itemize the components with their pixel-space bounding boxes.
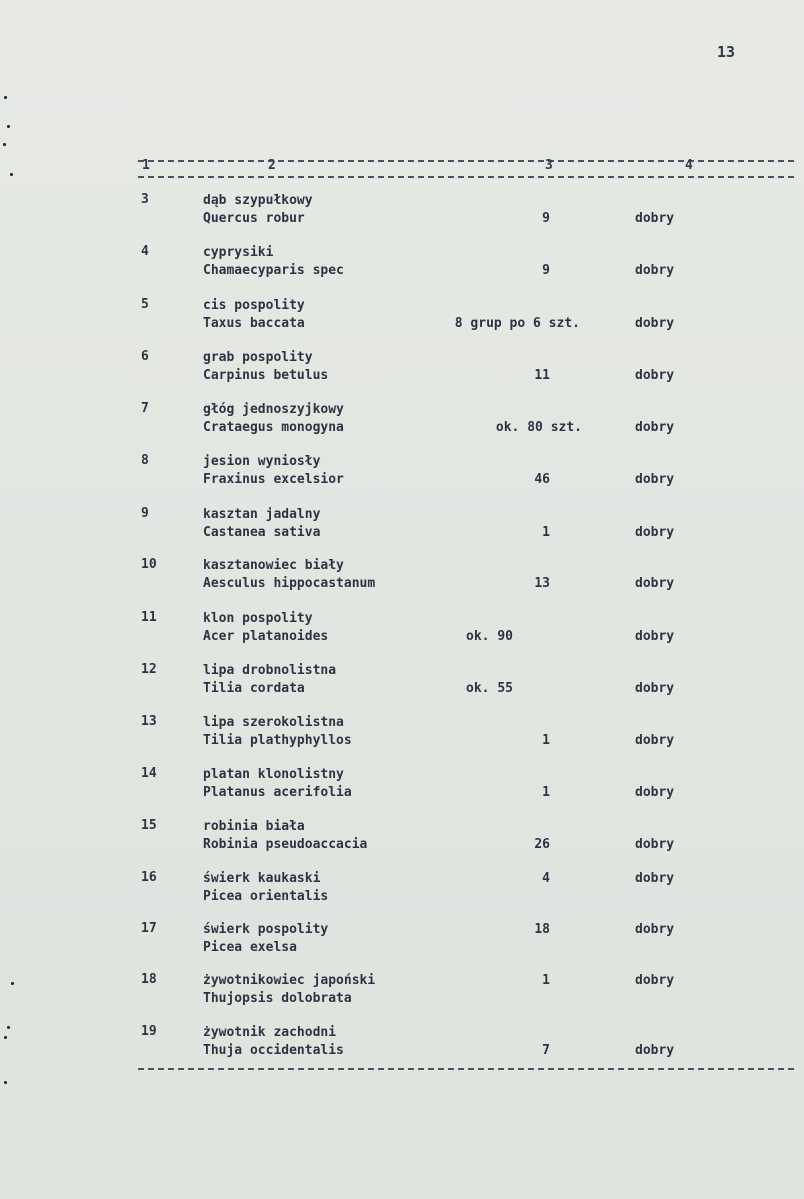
column-number-3: 3: [545, 158, 553, 173]
polish-name: grab pospolity: [203, 350, 313, 365]
table-row: [0, 244, 804, 284]
tree-count: 46: [534, 472, 550, 487]
tree-count: 11: [534, 368, 550, 383]
tree-count: ok. 90: [466, 629, 513, 644]
row-number: 10: [141, 557, 157, 572]
tree-count: 1: [542, 733, 550, 748]
row-number: 3: [141, 192, 149, 207]
polish-name: głóg jednoszyjkowy: [203, 402, 344, 417]
table-row: [0, 870, 804, 910]
latin-name: Crataegus monogyna: [203, 420, 344, 435]
row-number: 13: [141, 714, 157, 729]
row-number: 7: [141, 401, 149, 416]
column-number-2: 2: [268, 158, 276, 173]
polish-name: jesion wyniosły: [203, 454, 321, 469]
table-row: [0, 453, 804, 493]
table-row: [0, 766, 804, 806]
condition: dobry: [635, 837, 675, 852]
polish-name: dąb szypułkowy: [203, 193, 313, 208]
condition: dobry: [635, 316, 675, 331]
table-row: [0, 972, 804, 1012]
header-bottom-rule: [138, 176, 794, 178]
polish-name: kasztan jadalny: [203, 507, 321, 522]
margin-speck: [4, 1081, 7, 1084]
table-row: [0, 401, 804, 441]
condition: dobry: [635, 472, 675, 487]
latin-name: Aesculus hippocastanum: [203, 576, 376, 591]
polish-name: robinia biała: [203, 819, 305, 834]
tree-count: 4: [542, 871, 550, 886]
margin-speck: [4, 1036, 7, 1039]
latin-name: Fraxinus excelsior: [203, 472, 344, 487]
latin-name: Thuja occidentalis: [203, 1043, 344, 1058]
condition: dobry: [635, 525, 675, 540]
polish-name: cyprysiki: [203, 245, 274, 260]
table-row: [0, 818, 804, 858]
tree-count: 9: [542, 211, 550, 226]
tree-count: ok. 80 szt.: [495, 420, 582, 435]
margin-speck: [3, 143, 6, 146]
table-row: [0, 1024, 804, 1064]
tree-count: 7: [542, 1043, 550, 1058]
row-number: 9: [141, 506, 149, 521]
condition: dobry: [635, 733, 675, 748]
condition: dobry: [635, 1043, 675, 1058]
latin-name: Tilia plathyphyllos: [203, 733, 352, 748]
column-number-4: 4: [685, 158, 693, 173]
polish-name: cis pospolity: [203, 298, 305, 313]
tree-count: 26: [534, 837, 550, 852]
polish-name: klon pospolity: [203, 611, 313, 626]
row-number: 8: [141, 453, 149, 468]
row-number: 6: [141, 349, 149, 364]
latin-name: Acer platanoides: [203, 629, 329, 644]
table-row: [0, 192, 804, 232]
row-number: 5: [141, 297, 149, 312]
polish-name: świerk kaukaski: [203, 871, 321, 886]
tree-count: 8 grup po 6 szt.: [454, 316, 580, 331]
tree-count: 13: [534, 576, 550, 591]
table-row: [0, 610, 804, 650]
latin-name: Thujopsis dolobrata: [203, 991, 352, 1006]
tree-count: 18: [534, 922, 550, 937]
latin-name: Picea orientalis: [203, 889, 329, 904]
condition: dobry: [635, 785, 675, 800]
condition: dobry: [635, 973, 675, 988]
latin-name: Robinia pseudoaccacia: [203, 837, 368, 852]
column-number-1: 1: [142, 158, 150, 173]
row-number: 4: [141, 244, 149, 259]
page-number: 13: [717, 43, 736, 61]
table-row: [0, 714, 804, 754]
condition: dobry: [635, 420, 675, 435]
table-row: [0, 297, 804, 337]
polish-name: żywotnik zachodni: [203, 1025, 337, 1040]
polish-name: żywotnikowiec japoński: [203, 973, 376, 988]
condition: dobry: [635, 368, 675, 383]
tree-count: 1: [542, 785, 550, 800]
row-number: 14: [141, 766, 157, 781]
margin-speck: [10, 173, 13, 176]
polish-name: kasztanowiec biały: [203, 558, 344, 573]
header-top-rule: [138, 160, 794, 162]
table-row: [0, 506, 804, 546]
margin-speck: [7, 1026, 10, 1029]
latin-name: Carpinus betulus: [203, 368, 329, 383]
polish-name: świerk pospolity: [203, 922, 329, 937]
table-row: [0, 662, 804, 702]
condition: dobry: [635, 576, 675, 591]
margin-speck: [4, 96, 7, 99]
row-number: 11: [141, 610, 157, 625]
margin-speck: [7, 125, 10, 128]
row-number: 12: [141, 662, 157, 677]
row-number: 16: [141, 870, 157, 885]
latin-name: Chamaecyparis spec: [203, 263, 344, 278]
tree-count: 1: [542, 973, 550, 988]
latin-name: Taxus baccata: [203, 316, 305, 331]
condition: dobry: [635, 263, 675, 278]
latin-name: Tilia cordata: [203, 681, 305, 696]
latin-name: Castanea sativa: [203, 525, 321, 540]
margin-speck: [11, 982, 14, 985]
condition: dobry: [635, 211, 675, 226]
latin-name: Platanus acerifolia: [203, 785, 352, 800]
table-bottom-rule: [138, 1068, 794, 1070]
table-row: [0, 557, 804, 597]
condition: dobry: [635, 681, 675, 696]
tree-count: ok. 55: [466, 681, 513, 696]
row-number: 17: [141, 921, 157, 936]
row-number: 19: [141, 1024, 157, 1039]
table-row: [0, 349, 804, 389]
table-row: [0, 921, 804, 961]
tree-count: 9: [542, 263, 550, 278]
row-number: 15: [141, 818, 157, 833]
condition: dobry: [635, 922, 675, 937]
condition: dobry: [635, 871, 675, 886]
polish-name: lipa szerokolistna: [203, 715, 344, 730]
latin-name: Quercus robur: [203, 211, 305, 226]
polish-name: platan klonolistny: [203, 767, 344, 782]
row-number: 18: [141, 972, 157, 987]
latin-name: Picea exelsa: [203, 940, 297, 955]
polish-name: lipa drobnolistna: [203, 663, 337, 678]
condition: dobry: [635, 629, 675, 644]
tree-count: 1: [542, 525, 550, 540]
